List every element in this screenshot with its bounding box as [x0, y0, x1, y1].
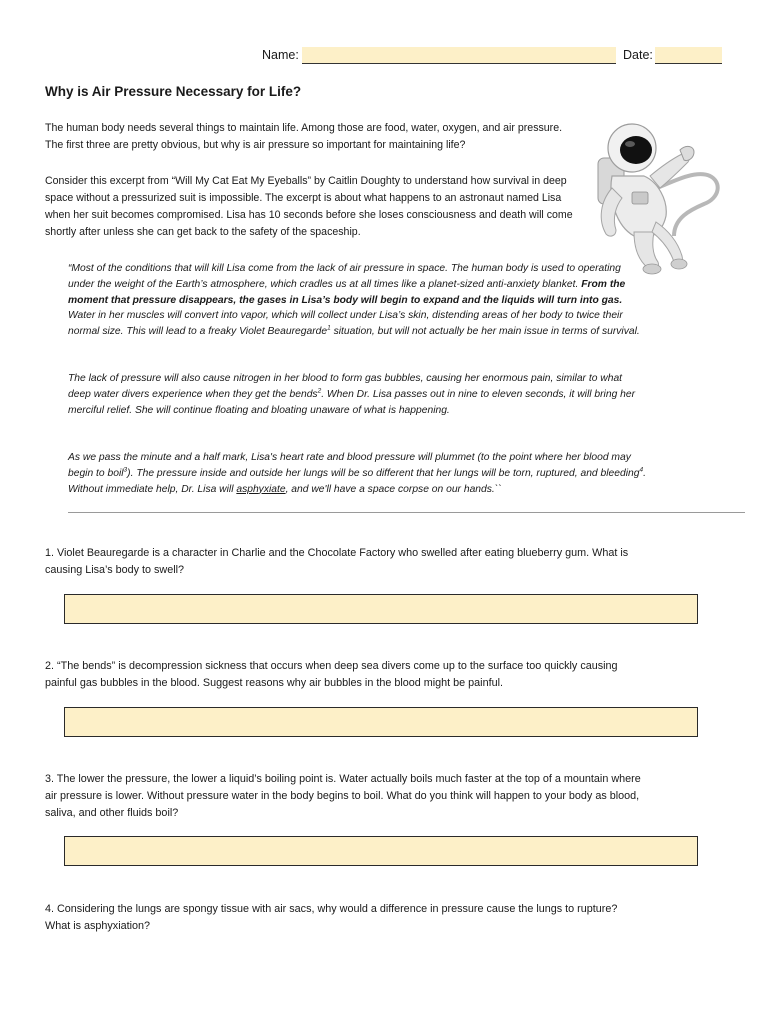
excerpt-text: As we pass the minute and a half mark, Lisa's heart rate and blood pressure will plummet (to the point where her blood may begin to boil: [68, 452, 631, 479]
excerpt-paragraph-1: [68, 261, 646, 340]
excerpt-text: . When Dr. Lisa passes out in nine to eleven seconds, it will bring her merciful relief. She will continue floating and bloating unaware of what is happening.: [68, 388, 636, 416]
question-1: 1. Violet Beauregarde is a character in Charlie and the Chocolate Factory who swelled after eating blueberry gum. What is causing Lisa’s body to swell?: [45, 547, 629, 576]
name-field[interactable]: [302, 47, 616, 64]
worksheet-title: Why is Air Pressure Necessary for Life?: [45, 84, 302, 99]
answer-box-3[interactable]: [64, 836, 698, 866]
excerpt-paragraph-3: [68, 450, 646, 497]
astronaut-icon: [582, 118, 727, 276]
footnote-marker: 2: [317, 387, 322, 395]
question-2: 2. “The bends” is decompression sickness that occurs when deep sea divers come up to the surface too quickly causing painful gas bubbles in the blood. Suggest reasons why air bubbles in the blood might be painful.: [45, 660, 618, 689]
excerpt-text: The lack of pressure will also cause nitrogen in her blood to form gas bubbles, causing her enormous pain, similar to what deep water divers experience when they get the bends: [68, 373, 623, 400]
underlined-term: asphyxiate: [236, 483, 286, 495]
footnote-marker: 3: [123, 466, 128, 474]
name-label: Name:: [262, 48, 299, 62]
answer-box-1[interactable]: [64, 594, 698, 624]
footnote-marker: 1: [327, 324, 331, 332]
section-divider: [68, 512, 745, 513]
excerpt-text: ). The pressure inside and outside her lungs will be so different that her lungs will be torn, ruptured, and bleeding: [127, 467, 640, 479]
excerpt-bold-text: From the moment that pressure disappears, the gases in Lisa’s body will begin to expand and the liquids will turn into gas.: [68, 278, 626, 306]
excerpt-text: Water in her muscles will convert into vapor, which will collect under Lisa’s skin, distending areas of her body to twice their normal size. This will lead to a freaky Violet Beauregarde: [68, 310, 623, 338]
excerpt-text: . Without immediate help, Dr. Lisa will: [68, 467, 646, 495]
question-3: 3. The lower the pressure, the lower a liquid’s boiling point is. Water actually boils much faster at the top of a mountain where air pressure is lower. Without pressure water in the body begins to boil. What do you think will happen to your body as blood, saliva, and other fluids boil?: [45, 773, 641, 819]
date-field[interactable]: [655, 47, 722, 64]
excerpt-text: “Most of the conditions that will kill Lisa come from the lack of air pressure in space. The human body is used to operating under the weight of the Earth’s atmosphere, which cradles us at all times like a planet-sized anti-anxiety blanket.: [68, 263, 621, 290]
excerpt-paragraph-2: [68, 371, 646, 418]
question-4: 4. Considering the lungs are spongy tissue with air sacs, why would a difference in pressure cause the lungs to rupture? What is asphyxiation?: [45, 903, 618, 932]
answer-box-2[interactable]: [64, 707, 698, 737]
excerpt-text: , and we'll have a space corpse on our hands.``: [285, 483, 502, 495]
excerpt-text: situation, but will not actually be her main issue in terms of survival.: [330, 326, 640, 338]
footnote-marker: 4: [639, 466, 644, 474]
intro-paragraph-2: Consider this excerpt from “Will My Cat Eat My Eyeballs” by Caitlin Doughty to understand how survival in deep space without a pressurized suit is impossible. The excerpt is about what happens to an astronaut named Lisa when her suit becomes compromised. Lisa has 10 seconds before she loses consciousness and death will come shortly after unless she can get back to the safety of the spaceship.: [45, 175, 573, 238]
intro-paragraph-1: The human body needs several things to maintain life. Among those are food, water, oxygen, and air pressure. The first three are pretty obvious, but why is air pressure so important for maintaining life?: [45, 122, 563, 151]
date-label: Date:: [623, 48, 653, 62]
header-row: [0, 46, 768, 66]
